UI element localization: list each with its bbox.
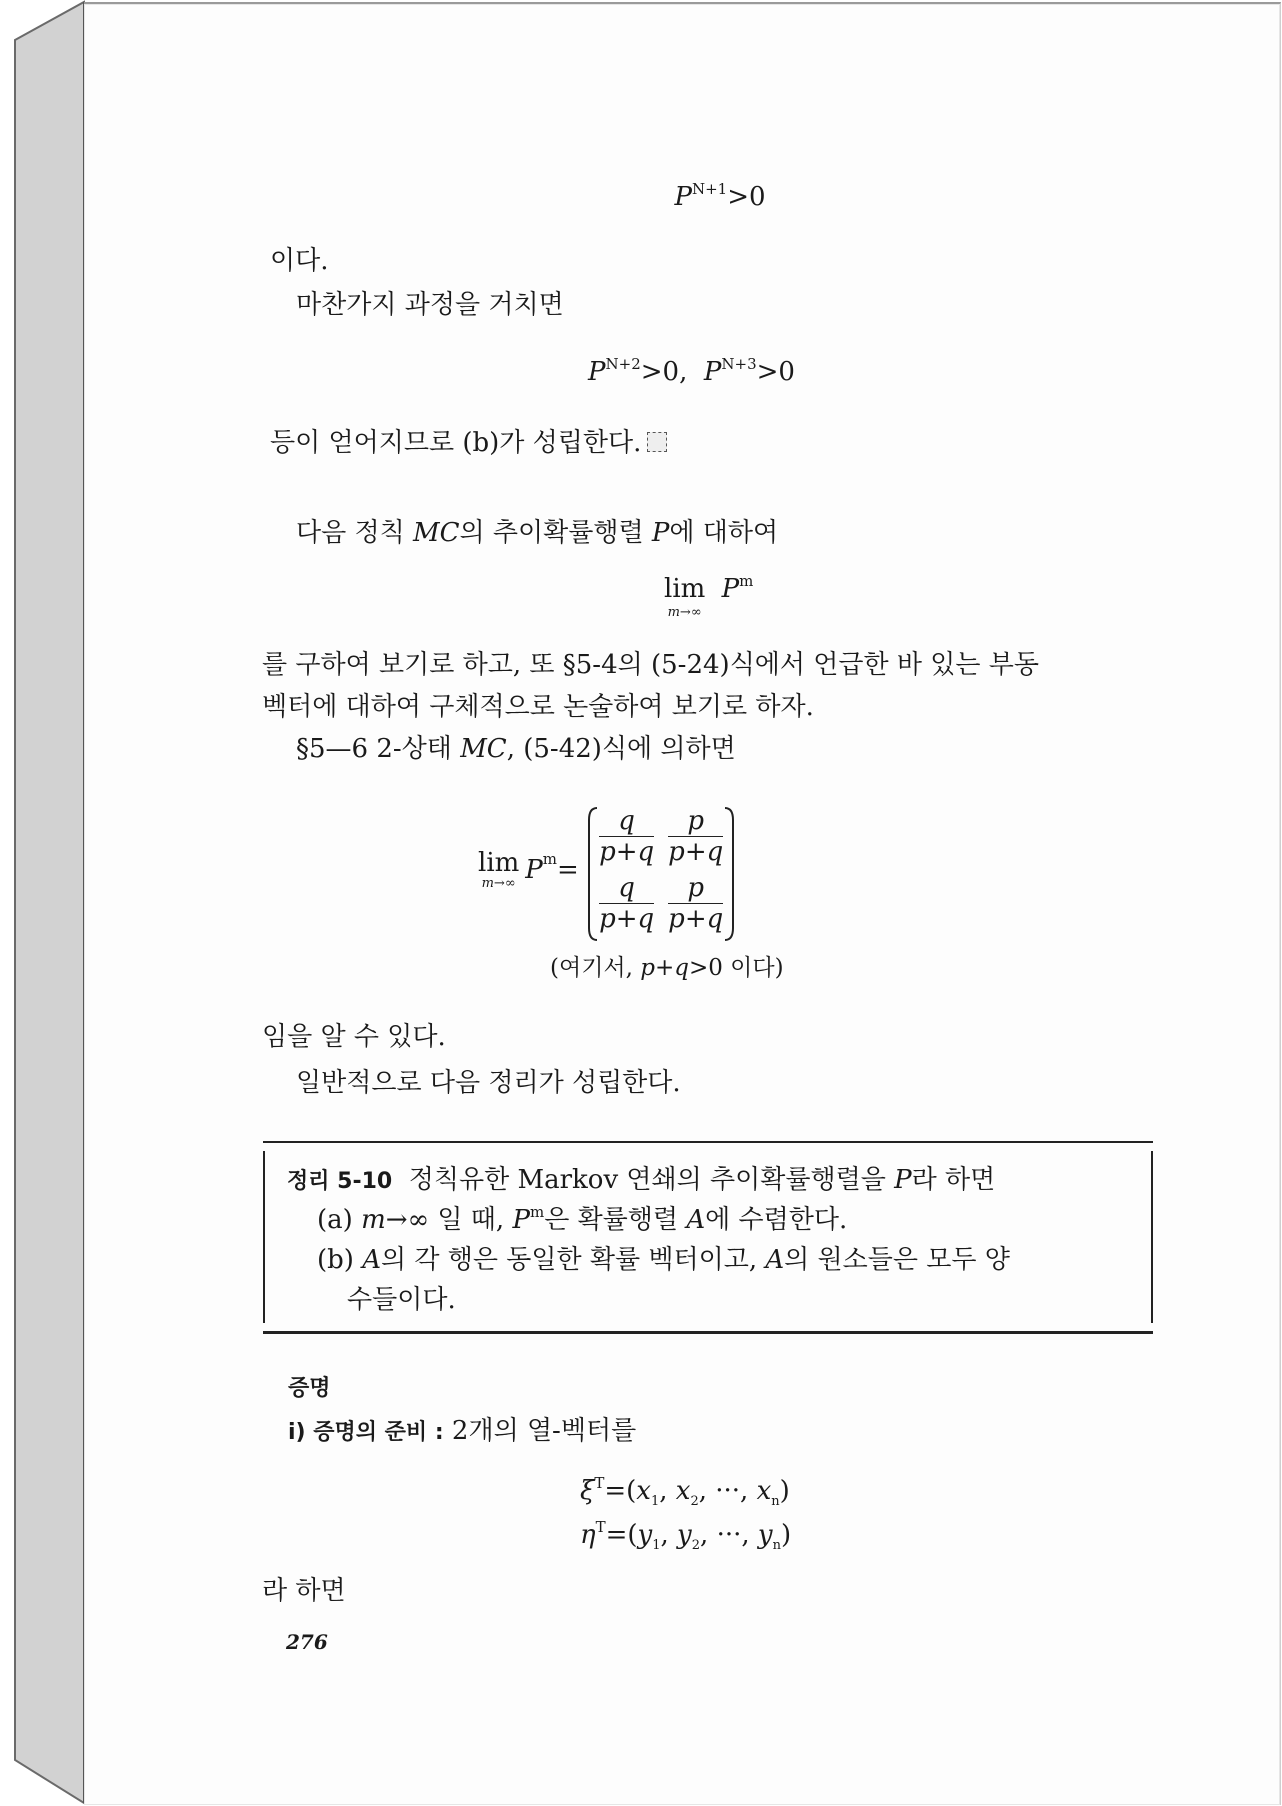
- limit-subscript: m→∞: [481, 876, 516, 891]
- math-subscript: 1: [652, 1538, 661, 1553]
- proof-step: [288, 1414, 636, 1450]
- separator: ,: [660, 1520, 678, 1550]
- text-span: (여기서,: [550, 955, 641, 981]
- paragraph-text: 마찬가지 과정을 거치면: [296, 290, 564, 320]
- math-superscript: N+2: [605, 355, 641, 373]
- limit-operator: lim: [478, 848, 520, 878]
- math-symbol: y: [757, 1520, 773, 1550]
- denominator: p+q: [599, 837, 655, 867]
- paragraph-text: [296, 516, 778, 550]
- denominator: p+q: [668, 837, 724, 867]
- math-superscript: m: [739, 572, 754, 590]
- math-expression: p+q: [640, 955, 689, 981]
- text-span: 라 하면: [911, 1165, 996, 1195]
- text-span: >0 이다): [688, 955, 784, 981]
- text-span: , (5-42)식에 의하면: [506, 734, 736, 764]
- math-symbol: P: [588, 357, 606, 387]
- numerator: q: [599, 806, 654, 837]
- math-symbol: P: [512, 1205, 530, 1235]
- limit-subscript: m→∞: [667, 605, 702, 620]
- math-relation: =(: [604, 1476, 637, 1506]
- theorem-item-a: [317, 1203, 847, 1240]
- math-relation: =(: [605, 1520, 638, 1550]
- separator: ,: [740, 1476, 757, 1506]
- text-span: 다음 정칙: [296, 518, 413, 548]
- math-symbol: A: [686, 1205, 706, 1235]
- paragraph-text: 벡터에 대하여 구체적으로 논술하여 보기로 하자.: [262, 692, 814, 722]
- math-symbol: A: [362, 1245, 381, 1275]
- theorem-label: 정리 5-10: [287, 1169, 393, 1194]
- math-relation: >0,: [640, 357, 688, 387]
- paragraph-text: [270, 426, 667, 460]
- matrix-cell: [599, 873, 654, 934]
- ellipsis: ···: [716, 1520, 742, 1550]
- math-symbol: y: [637, 1520, 653, 1550]
- math-subscript: 2: [691, 1538, 701, 1553]
- proof-step-label: i) 증명의 준비 :: [288, 1420, 444, 1445]
- math-relation: >0: [756, 357, 795, 387]
- separator: ,: [659, 1476, 676, 1506]
- book-spine: [0, 0, 90, 1806]
- paragraph-text: 임을 알 수 있다.: [262, 1022, 446, 1052]
- math-symbol: x: [756, 1476, 772, 1506]
- math-superscript: N+1: [691, 180, 728, 198]
- text-span: 의 원소들은 모두 양: [784, 1245, 1010, 1275]
- ellipsis: ···: [715, 1476, 741, 1506]
- separator: ,: [700, 1520, 717, 1550]
- numerator: q: [599, 873, 654, 904]
- equation-p-n-plus-1: [600, 180, 840, 217]
- math-superscript: m: [542, 850, 558, 868]
- matrix: [587, 806, 735, 934]
- math-symbol: P: [721, 574, 740, 604]
- separator: ,: [698, 1476, 716, 1506]
- math-symbol: x: [636, 1476, 651, 1506]
- paragraph-text: 이다.: [270, 246, 329, 276]
- equation-note: [550, 951, 784, 985]
- math-symbol: P: [651, 518, 670, 548]
- denominator: p+q: [668, 904, 724, 934]
- right-bracket-icon: [723, 806, 735, 942]
- text-span: 의 추이확률행렬: [459, 518, 652, 548]
- paragraph-body: 등이 얻어지므로 (b)가 성립한다.: [270, 428, 642, 458]
- text-span: §5—6 2-상태: [296, 734, 461, 764]
- text-span: →∞ 일 때,: [385, 1205, 513, 1235]
- math-symbol: P: [894, 1165, 912, 1195]
- theorem-line: [287, 1163, 995, 1199]
- equation-xi-vector: [580, 1474, 790, 1513]
- math-symbol: MC: [413, 518, 460, 548]
- equation-matrix-limit: [478, 806, 735, 942]
- math-symbol: P: [674, 182, 692, 212]
- proof-heading: 증명: [288, 1376, 331, 1401]
- text-span: 의 각 행은 동일한 확률 벡터이고,: [380, 1245, 766, 1275]
- theorem-item-b: [317, 1243, 1010, 1277]
- equation-limit-p-m: [664, 572, 753, 620]
- math-subscript: n: [771, 1494, 780, 1509]
- equation-eta-vector: [580, 1518, 791, 1557]
- text-span: (b): [317, 1245, 363, 1275]
- qed-square-icon: [647, 432, 667, 452]
- paragraph-text: [296, 732, 736, 766]
- text-span: 2개의 열-벡터를: [443, 1416, 637, 1446]
- numerator: p: [668, 873, 723, 904]
- math-relation: =: [557, 855, 579, 885]
- math-superscript: m: [529, 1203, 545, 1221]
- separator: ,: [741, 1520, 758, 1550]
- math-symbol: MC: [460, 734, 507, 764]
- math-symbol: P: [525, 855, 543, 885]
- math-relation: ): [779, 1476, 790, 1506]
- matrix-row: [599, 806, 723, 867]
- paragraph-text: 일반적으로 다음 정리가 성립한다.: [296, 1068, 681, 1098]
- math-symbol: ξ: [580, 1476, 595, 1506]
- math-symbol: P: [703, 357, 722, 387]
- math-symbol: A: [765, 1245, 785, 1275]
- math-relation: ): [780, 1520, 792, 1550]
- math-symbol: x: [675, 1476, 691, 1506]
- paragraph-text: 를 구하여 보기로 하고, 또 §5-4의 (5-24)식에서 언급한 바 있는 부동: [262, 650, 1040, 680]
- theorem-box: [263, 1141, 1153, 1334]
- math-symbol: η: [580, 1520, 596, 1550]
- math-superscript: T: [595, 1518, 606, 1536]
- equation-p-n-plus-2-3: [588, 355, 795, 392]
- page-number: 276: [286, 1630, 328, 1654]
- text-span: 정칙유한 Markov 연쇄의 추이확률행렬을: [408, 1165, 895, 1195]
- math-subscript: 1: [650, 1494, 660, 1509]
- paragraph-text: 라 하면: [262, 1576, 346, 1606]
- theorem-item-b-continued: 수들이다.: [347, 1285, 456, 1315]
- matrix-cell: [668, 873, 723, 934]
- numerator: p: [668, 806, 723, 837]
- text-span: 은 확률행렬: [544, 1205, 687, 1235]
- math-symbol: y: [677, 1520, 692, 1550]
- text-span: (a): [317, 1205, 362, 1235]
- limit-operator: lim: [664, 574, 706, 604]
- math-subscript: 2: [690, 1494, 699, 1509]
- text-span: 에 대하여: [669, 518, 779, 548]
- matrix-cell: [668, 806, 723, 867]
- math-subscript: n: [772, 1538, 781, 1553]
- math-relation: >0: [727, 182, 766, 212]
- denominator: p+q: [599, 904, 655, 934]
- text-span: 에 수렴한다.: [705, 1205, 848, 1235]
- matrix-cell: [599, 806, 654, 867]
- math-superscript: T: [594, 1474, 605, 1492]
- math-symbol: m: [361, 1205, 386, 1235]
- math-superscript: N+3: [721, 355, 757, 373]
- left-bracket-icon: [587, 806, 599, 942]
- matrix-row: [599, 873, 723, 934]
